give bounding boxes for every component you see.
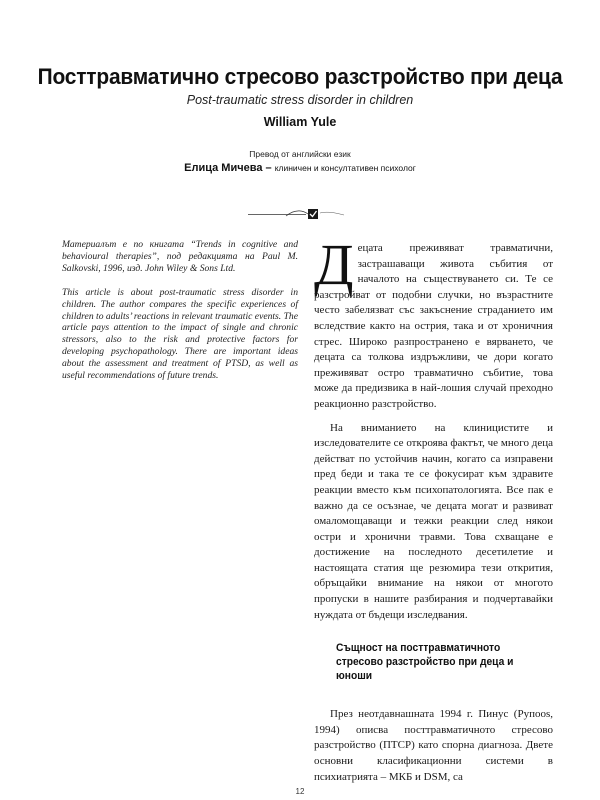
paragraph-1 xyxy=(314,232,553,413)
translator-line xyxy=(0,162,600,174)
author-name: William Yule xyxy=(263,115,337,129)
translator-role: клиничен и консултативен психолог xyxy=(274,163,416,173)
paragraph-3: През неотдавнашната 1994 г. Пинус (Рупоos, 1994) описва посттравматичното стресово разстройство (ПТСР) като спорна диагноза. Двете основни класификационни системи в психиатрията – МКБ и DSM, са xyxy=(314,708,553,783)
paragraph-1-text: ецата преживяват травматични, застрашаващи живота събития от началото на съществуването си. Те се разстройват от подобни случки, но възрастните често забелязват със закъснение страданието им вследствие както на острия, така и от хроничния стрес. Широко разпространено е вярването, че децата са толкова издръжливи, че дори когато преживяват остро травматично събитие, това може да предизвика в най-лошия случай преходно реакционно разстройство. xyxy=(314,242,553,410)
paragraph-2: На вниманието на клиницистите и изследователите се откроява фактът, че много деца действат по устойчив начин, когато са изправени пред беди и така те се фокусират към здравите реакции вместо към психопатологията. Все пак е важно да се осъзнае, че децата могат и развиват омаломощаващи и тежки реакции след някои остри и хронични травми. Това схващане е достижение на последното десетилетие и настоящата статия ще резюмира тези открития, обръщайки внимание на някои от многото пропуски в нашите разбирания и подчертавайки нуждата от бъдещи изследвания. xyxy=(314,421,553,621)
english-abstract: This article is about post-traumatic stress disorder in children. The author compares the specific experiences of children to adults’ reactions in relevant traumatic events. The article pays attention to the impact of single and chronic stressors, also to the risk and protective factors for developing psychopathology. There are important ideas about the assessment and treatment of PTSD, as well as useful recommendations of future trends. xyxy=(62,286,298,382)
arrow-check-ornament-icon xyxy=(248,204,348,224)
section-heading: Същност на посттравматичното стресово разстройство при деца и юноши xyxy=(336,642,514,683)
abstract-column xyxy=(62,239,298,394)
translation-label: Превод от английски език xyxy=(249,149,351,159)
article-title: Посттравматично стресово разстройство при деца xyxy=(37,64,563,89)
body-column xyxy=(314,232,553,785)
translator-name: Елица Мичева – xyxy=(184,162,272,174)
page-number: 12 xyxy=(295,787,305,796)
source-note: Материалът е по книгата “Trends in cognitive and behavioural therapies”, под редакцията на Paul M. Salkovski, 1996, изд. John Wiley & Sons Ltd. xyxy=(62,239,298,274)
drop-cap: Д xyxy=(314,232,354,297)
article-subtitle: Post-traumatic stress disorder in children xyxy=(186,93,414,107)
